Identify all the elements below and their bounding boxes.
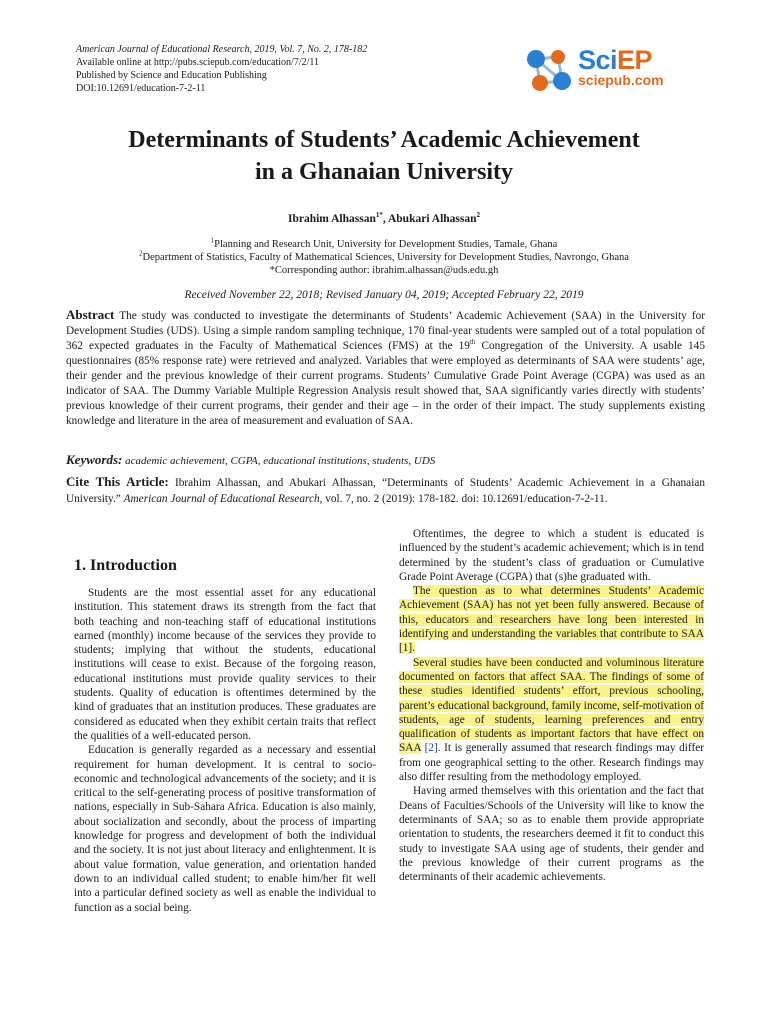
- author-2-sup: 2: [476, 211, 481, 220]
- logo-sci: Sci: [578, 45, 618, 75]
- logo-url: sciepub.com: [578, 72, 664, 88]
- paper-title: [60, 124, 708, 188]
- sciep-logo[interactable]: [522, 45, 692, 95]
- journal-meta: [76, 43, 367, 95]
- intro-paragraph-6: Having armed themselves with this orientation and the fact that Deans of Faculties/Schools of the University will like to know the determinants of SAA; so as to enable them provide appropriate orientation to students, the researchers deemed it fit to conduct this study to investigate SAA using age of students, their gender and the previous knowledge of their current programs as the determinants of their academic achievements.: [399, 785, 704, 884]
- affiliation-2-text: Department of Statistics, Faculty of Mathematical Sciences, University for Development Studies, Navrongo, Ghana: [142, 252, 629, 263]
- intro-paragraph-5-rest: . It is generally assumed that research findings may differ from one geographical setting to the other. Research findings may also differ resulting from the methodology employed.: [399, 742, 704, 784]
- section-heading-introduction: 1. Introduction: [74, 557, 177, 574]
- author-1-sup: 1*: [375, 211, 383, 220]
- left-column: [74, 586, 376, 915]
- abstract-sup: th: [469, 338, 476, 347]
- affiliation-2-sup: 2: [139, 249, 143, 258]
- corresponding-author: *Corresponding author: ibrahim.alhassan@uds.edu.gh: [269, 265, 499, 276]
- cite-text-a: Ibrahim Alhassan, and Abukari Alhassan, “Determinants of Students’ Academic Achievement in a Ghanaian University.”: [66, 477, 705, 505]
- intro-paragraph-1: Students are the most essential asset for any educational institution. This statement draws its strength from the fact that both teaching and non-teaching staff of educational institutions earned (monthly) income because of the services they provide to students; implying that without the students, educational institutions will cease to exist. Because of the forgoing reason, educational institutions must provide quality services to their students. Quality of education is oftentimes determined by the kind of graduates that an institution produces. These graduates are considered as educated when they exhibit certain traits that reflect the qualities of a well-educated person.: [74, 587, 376, 742]
- molecule-icon: [522, 45, 576, 97]
- intro-paragraph-3: Oftentimes, the degree to which a student is educated is influenced by the student’s academic achievement; which is in tend determined by the student’s class of graduation or Cumulative Grade Point Average (CGPA) that (s)he graduated with.: [399, 528, 704, 583]
- author-separator: ,: [382, 213, 388, 225]
- cite-this-article: [66, 474, 705, 507]
- abstract: [66, 307, 705, 429]
- affiliation-1: [60, 238, 708, 251]
- journal-citation: American Journal of Educational Research, 2019, Vol. 7, No. 2, 178-182: [76, 44, 368, 55]
- logo-text: [578, 45, 664, 87]
- highlight-2: Several studies have been conducted and voluminous literature documented on factors that affect SAA. The findings of some of these studies identified students’ effort, previous schooling, parent’s educational background, family income, self-motivation of students, age of students, learning preferences and entry qualification of students as important factors that have effect on SAA: [399, 656, 704, 755]
- cite-journal: American Journal of Educational Research: [123, 493, 320, 505]
- publisher-line: Published by Science and Education Publishing: [76, 70, 267, 81]
- author-list: [0, 213, 768, 225]
- abstract-text-a: The study was conducted to investigate the determinants of Students’ Academic Achievement (SAA) in the University for Development Studies (UDS). Using a simple random sampling technique, 170 final-year students were sampled out of a total population of 362 expected graduates in the Faculty of Mathematical Sciences (FMS) at the 19: [66, 310, 705, 352]
- keywords: [66, 452, 705, 469]
- highlight-1: The question as to what determines Students’ Academic Achievement (SAA) has not yet been fully answered. Because of this, educators and researchers have long been interested in identifying and understanding the variables that contribute to SAA [1].: [399, 585, 704, 655]
- author-2: Abukari Alhassan: [387, 213, 477, 225]
- keywords-text: academic achievement, CGPA, educational institutions, students, UDS: [122, 455, 436, 467]
- abstract-heading: Abstract: [66, 307, 115, 322]
- logo-ep: EP: [617, 45, 653, 75]
- intro-paragraph-5: [399, 656, 704, 785]
- intro-paragraph-2: Education is generally regarded as a necessary and essential requirement for human development. It is central to socio-economic and technological advancements of the society; and it is critical to the self-generating process of positive transformation of nations, especially in Sub-Sahara Africa. Education is also mainly, about socialization and secondly, about the process of imparting knowledge for progress and development of both the individual and the society. It is not just about literacy and enlightenment. It is about value formation, value generation, and orientation handed down to an individual called student; to enable him/her fit well into a particular defined society as well as enable the individual to function as a social being.: [74, 744, 376, 914]
- received-dates: Received November 22, 2018; Revised January 04, 2019; Accepted February 22, 2019: [184, 289, 584, 301]
- affiliation-1-text: Planning and Research Unit, University for Development Studies, Tamale, Ghana: [214, 239, 558, 250]
- title-line-2: in a Ghanaian University: [254, 159, 514, 185]
- available-online[interactable]: Available online at http://pubs.sciepub.com/education/7/2/11: [76, 57, 320, 68]
- reference-link-2[interactable]: [2]: [424, 742, 438, 755]
- cite-text-b: , vol. 7, no. 2 (2019): 178-182. doi: 10.12691/education-7-2-11.: [319, 493, 608, 505]
- title-line-1: Determinants of Students’ Academic Achievement: [128, 127, 640, 153]
- right-column: [399, 527, 704, 884]
- author-1: Ibrahim Alhassan: [287, 213, 376, 225]
- affiliations: [60, 238, 708, 277]
- abstract-text-b: Congregation of the University. A usable 145 questionnaires (85% response rate) were retrieved and analyzed. Variables that were employed as determinants of SAA were students’ age, their gender and the previous knowledge of their current programs. Students’ Cumulative Grade Point Average (CGPA) was used as an indicator of SAA. The Dummy Variable Multiple Regression Analysis result showed that, SAA significantly varies directly with students’ previous knowledge of their current programs, their gender and their age – in the order of their impact. The study supplements existing knowledge and literature in the area of measurement and evaluation of SAA.: [66, 340, 705, 427]
- cite-heading: Cite This Article:: [66, 474, 169, 489]
- intro-paragraph-4: [399, 584, 704, 655]
- affiliation-2: [60, 251, 708, 264]
- affiliation-1-sup: 1: [210, 236, 215, 245]
- keywords-heading: Keywords:: [66, 452, 123, 467]
- doi-line: DOI:10.12691/education-7-2-11: [76, 83, 206, 94]
